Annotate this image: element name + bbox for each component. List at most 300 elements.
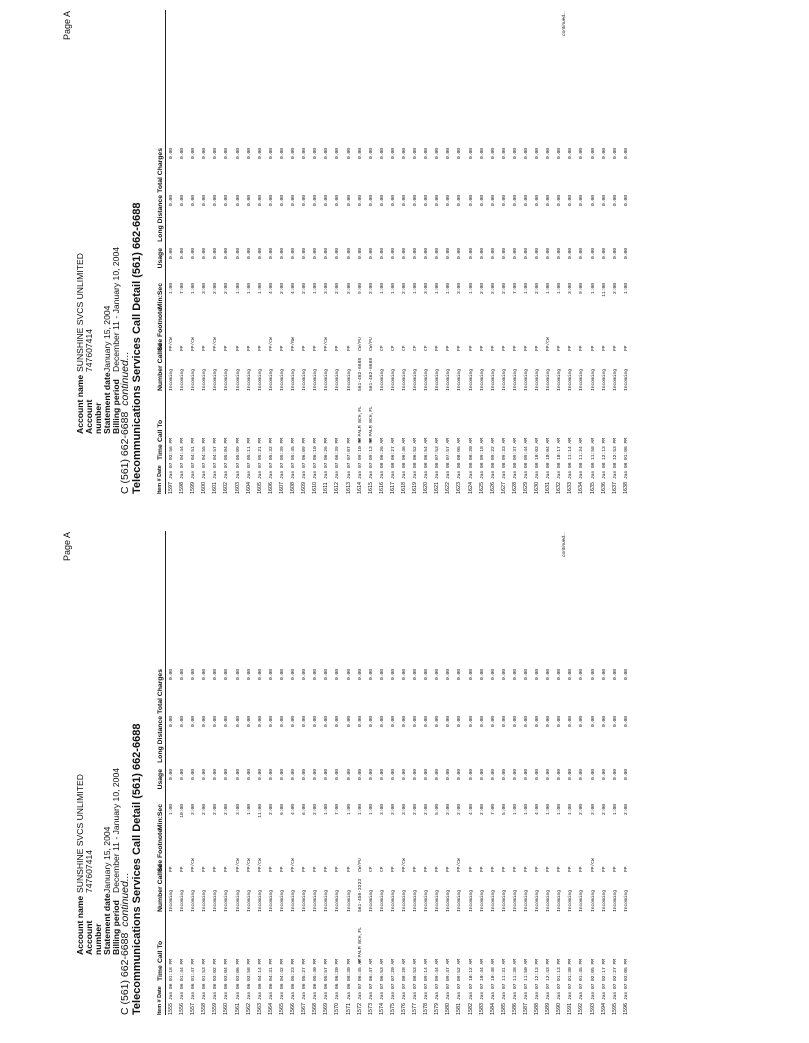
number-called: Incoming <box>235 368 241 391</box>
total-charges: 0.00 <box>535 669 541 681</box>
table-row <box>377 10 388 494</box>
min-sec: 2:00 <box>313 804 319 816</box>
number-called: Incoming <box>191 889 197 912</box>
continued-marker: continued... <box>119 351 131 406</box>
call-date: Jan 07 <box>357 462 363 479</box>
min-sec: 1:00 <box>623 283 629 295</box>
call-time: 12:13 PM <box>535 958 541 981</box>
call-time: 05:45 PM <box>291 437 297 460</box>
total-charges: 0.00 <box>191 148 197 160</box>
item-number: 1575 <box>389 1003 396 1015</box>
usage: 0.00 <box>501 769 507 781</box>
total-charges: 0.00 <box>557 669 563 681</box>
footnote: PP <box>246 345 252 351</box>
account-name-label: Account name <box>75 374 85 434</box>
call-detail-table <box>148 10 632 494</box>
usage: 0.00 <box>468 248 474 260</box>
table-row <box>299 531 310 1015</box>
min-sec: 1:00 <box>246 804 252 816</box>
long-distance: 0.00 <box>235 716 241 728</box>
min-sec: 1:00 <box>313 283 319 295</box>
total-charges: 0.00 <box>291 148 297 160</box>
col-header-number-called: Number Called <box>157 864 164 912</box>
footnote: PP <box>535 866 541 872</box>
table-row <box>554 531 565 1015</box>
number-called: Incoming <box>202 889 208 912</box>
table-header <box>148 10 166 494</box>
item-number: 1626 <box>489 482 496 494</box>
min-sec: 4:00 <box>535 804 541 816</box>
footnote: PP <box>612 345 618 351</box>
min-sec: 2:00 <box>268 804 274 816</box>
item-number: 1559 <box>212 1003 219 1015</box>
usage: 0.00 <box>390 248 396 260</box>
item-number: 1600 <box>201 482 208 494</box>
call-date: Jan 07 <box>535 983 541 1000</box>
col-header-total-charges: Total Charges <box>157 148 164 193</box>
number-called: Incoming <box>291 368 297 391</box>
table-row <box>199 10 210 494</box>
item-number: 1567 <box>301 1003 308 1015</box>
item-number: 1625 <box>478 482 485 494</box>
call-time: 10:03 AM <box>535 437 541 460</box>
long-distance: 0.00 <box>257 716 263 728</box>
item-number: 1580 <box>445 1003 452 1015</box>
min-sec: 2:00 <box>279 283 285 295</box>
footnote: PP <box>435 345 441 351</box>
item-number: 1638 <box>622 482 629 494</box>
min-sec: 4:00 <box>468 804 474 816</box>
table-row <box>610 10 621 494</box>
usage: 0.00 <box>246 248 252 260</box>
statement-date-label: Statement date <box>102 372 112 434</box>
total-charges: 0.00 <box>246 148 252 160</box>
continued-footer: continued... <box>562 11 567 36</box>
long-distance: 0.00 <box>279 716 285 728</box>
item-number: 1583 <box>478 1003 485 1015</box>
item-number: 1610 <box>312 482 319 494</box>
call-time: 10:44 AM <box>479 958 485 981</box>
min-sec: 2:00 <box>479 283 485 295</box>
footnote: PP <box>324 866 330 872</box>
number-called: Incoming <box>601 368 607 391</box>
long-distance: 0.00 <box>213 716 219 728</box>
min-sec: 11:00 <box>257 804 263 818</box>
long-distance: 0.00 <box>180 195 186 207</box>
usage: 0.00 <box>357 248 363 260</box>
long-distance: 0.00 <box>357 195 363 207</box>
number-called: Incoming <box>390 889 396 912</box>
call-date: Jan 08 <box>623 462 629 479</box>
call-time: 05:21 PM <box>257 437 263 460</box>
call-date: Jan 08 <box>612 462 618 479</box>
account-name-value: SUNSHINE SVCS UNLIMITED <box>75 774 85 893</box>
total-charges: 0.00 <box>524 669 529 681</box>
min-sec: 1:00 <box>257 283 263 295</box>
usage: 0.00 <box>612 248 618 260</box>
footnote: PP/CW <box>291 858 297 872</box>
call-date: Jan 07 <box>368 462 374 479</box>
item-number: 1572 <box>356 1003 363 1015</box>
total-charges: 0.00 <box>180 148 186 160</box>
table-row <box>210 531 221 1015</box>
total-charges: 0.00 <box>224 148 230 160</box>
number-called: Incoming <box>590 889 596 912</box>
table-row <box>288 531 299 1015</box>
usage: 0.00 <box>257 248 263 260</box>
footnote: PP <box>490 866 496 872</box>
call-detail-title: Telecommunications Services Call Detail (561) 662-6688 <box>131 202 143 494</box>
min-sec: 2:00 <box>213 283 219 295</box>
item-number: 1605 <box>256 482 263 494</box>
usage: 0.00 <box>579 769 585 781</box>
table-row <box>443 10 454 494</box>
table-row <box>454 531 465 1015</box>
usage: 0.00 <box>623 248 629 260</box>
call-date: Jan 08 <box>601 462 607 479</box>
call-date: Jan 07 <box>612 983 618 1000</box>
table-row <box>588 10 599 494</box>
table-row <box>521 531 532 1015</box>
number-called: Incoming <box>601 889 607 912</box>
usage: 0.00 <box>313 248 319 260</box>
long-distance: 0.00 <box>557 195 563 207</box>
item-number: 1562 <box>245 1003 252 1015</box>
call-date: Jan 08 <box>579 462 585 479</box>
total-charges: 0.00 <box>335 669 341 681</box>
call-date: Jan 07 <box>457 983 463 1000</box>
call-date: Jan 08 <box>435 462 441 479</box>
item-number: 1602 <box>223 482 230 494</box>
number-called: 561-456-2223 <box>357 878 363 912</box>
call-time: 06:52 AM <box>413 437 419 460</box>
usage: 0.00 <box>279 769 285 781</box>
col-header-long-distance: Long Distance <box>157 195 164 242</box>
call-date: Jan 07 <box>524 983 529 1000</box>
item-number: 1599 <box>190 482 197 494</box>
table-row <box>255 531 266 1015</box>
number-called: Incoming <box>468 368 474 391</box>
call-date: Jan 07 <box>357 983 363 1000</box>
item-number: 1604 <box>245 482 252 494</box>
long-distance: 0.00 <box>557 716 563 728</box>
col-header-footnote: See Footnote <box>157 828 164 872</box>
long-distance: 0.00 <box>169 716 174 728</box>
number-called: Incoming <box>401 889 407 912</box>
number-called: Incoming <box>379 889 385 912</box>
number-called: Incoming <box>335 889 341 912</box>
number-called: Incoming <box>324 368 330 391</box>
call-time: 09:13 PM <box>368 437 374 460</box>
table-row <box>210 10 221 494</box>
call-detail-title: Telecommunications Services Call Detail (561) 662-6688 <box>131 723 143 1015</box>
footnote: PP <box>313 866 319 872</box>
min-sec: 7:00 <box>180 283 186 295</box>
item-number: 1570 <box>334 1003 341 1015</box>
number-called: Incoming <box>257 368 263 391</box>
long-distance: 0.00 <box>590 716 596 728</box>
number-called: Incoming <box>191 368 197 391</box>
total-charges: 0.00 <box>180 669 186 681</box>
item-number: 1563 <box>256 1003 263 1015</box>
footnote: PP <box>413 866 419 872</box>
call-date: Jan 07 <box>302 462 308 479</box>
footnote: PP <box>335 866 341 872</box>
usage: 0.00 <box>524 769 529 781</box>
usage: 0.00 <box>368 248 374 260</box>
long-distance: 0.00 <box>457 195 463 207</box>
number-called: Incoming <box>268 368 274 391</box>
call-date: Jan 07 <box>435 983 441 1000</box>
long-distance: 0.00 <box>346 716 352 728</box>
long-distance: 0.00 <box>479 195 485 207</box>
table-row <box>188 531 199 1015</box>
long-distance: 0.00 <box>390 195 396 207</box>
billing-period-value: December 11 - January 10, 2004 <box>111 768 121 893</box>
usage: 0.00 <box>435 248 441 260</box>
call-time: 06:47 AM <box>368 958 374 981</box>
call-date: Jan 07 <box>546 983 552 1000</box>
table-row <box>599 10 610 494</box>
call-time: 11:38 AM <box>512 958 518 981</box>
usage: 0.00 <box>568 248 574 260</box>
usage: 0.00 <box>401 248 407 260</box>
account-info-block <box>76 768 121 955</box>
min-sec: 9:00 <box>357 283 363 295</box>
long-distance: 0.00 <box>546 716 552 728</box>
total-charges: 0.00 <box>579 669 585 681</box>
total-charges: 0.00 <box>302 148 308 160</box>
min-sec: 1:00 <box>557 804 563 816</box>
call-to: W PALM BCH,FL <box>368 406 374 442</box>
call-time: 07:07 PM <box>346 437 352 460</box>
table-header <box>148 531 166 1015</box>
number-called: Incoming <box>413 368 419 391</box>
long-distance: 0.00 <box>413 716 419 728</box>
footnote: PP <box>435 866 441 872</box>
call-date: Jan 08 <box>568 462 574 479</box>
call-date: Jan 08 <box>424 462 430 479</box>
footnote: PP <box>490 345 496 351</box>
number-called: Incoming <box>390 368 396 391</box>
item-number: 1571 <box>345 1003 352 1015</box>
long-distance: 0.00 <box>302 195 308 207</box>
min-sec: 1:00 <box>235 283 241 295</box>
item-number: 1598 <box>179 482 186 494</box>
footnote: PP <box>468 866 474 872</box>
total-charges: 0.00 <box>235 148 241 160</box>
table-row <box>310 531 321 1015</box>
number-called: Incoming <box>346 368 352 391</box>
long-distance: 0.00 <box>335 195 341 207</box>
call-time: 04:44 PM <box>180 437 186 460</box>
item-number: 1585 <box>500 1003 507 1015</box>
call-date: Jan 06 <box>235 983 241 1000</box>
min-sec: 1:00 <box>390 283 396 295</box>
call-time: 10:04 AM <box>546 437 552 460</box>
footnote: PP/CW <box>324 337 330 351</box>
usage: 0.00 <box>169 248 174 260</box>
footnote: PP/CW <box>590 858 596 872</box>
min-sec: 2:00 <box>224 804 230 816</box>
item-number: 1591 <box>567 1003 574 1015</box>
table-row <box>199 531 210 1015</box>
billing-period-value: December 11 - January 10, 2004 <box>111 247 121 372</box>
call-time: 10:12 AM <box>468 958 474 981</box>
number-called: Incoming <box>213 368 219 391</box>
call-date: Jan 07 <box>213 462 219 479</box>
number-called: 561-462-6688 <box>368 357 374 391</box>
item-number: 1586 <box>511 1003 518 1015</box>
min-sec: 2:00 <box>202 804 208 816</box>
usage: 0.00 <box>579 248 585 260</box>
number-called: Incoming <box>268 889 274 912</box>
footnote: PP <box>579 866 585 872</box>
long-distance: 0.00 <box>401 195 407 207</box>
table-row <box>510 531 521 1015</box>
usage: 0.00 <box>413 769 419 781</box>
usage: 0.00 <box>413 248 419 260</box>
usage: 0.00 <box>446 248 452 260</box>
footnote: PP <box>346 345 352 351</box>
long-distance: 0.00 <box>612 195 618 207</box>
footnote: PP/CW <box>401 858 407 872</box>
call-date: Jan 06 <box>324 983 330 1000</box>
total-charges: 0.00 <box>601 669 607 681</box>
min-sec: 1:00 <box>435 283 441 295</box>
min-sec: 3:00 <box>401 804 407 816</box>
item-number: 1595 <box>611 1003 618 1015</box>
number-called: Incoming <box>579 889 585 912</box>
item-number: 1597 <box>168 482 174 494</box>
call-time: 04:57 PM <box>213 437 219 460</box>
col-header-time: Time <box>157 965 164 981</box>
long-distance: 0.00 <box>424 195 430 207</box>
call-date: Jan 07 <box>346 462 352 479</box>
usage: 0.00 <box>601 769 607 781</box>
call-date: Jan 07 <box>279 462 285 479</box>
usage: 0.00 <box>180 248 186 260</box>
number-called: Incoming <box>612 889 618 912</box>
call-time: 04:51 PM <box>191 437 197 460</box>
table-row <box>432 531 443 1015</box>
account-info-block <box>76 247 121 434</box>
call-time: 05:23 PM <box>291 958 297 981</box>
long-distance: 0.00 <box>257 195 263 207</box>
footnote: PP <box>501 345 507 351</box>
table-row <box>355 531 366 1015</box>
footnote: PP/CW <box>191 858 197 872</box>
number-called: Incoming <box>490 368 496 391</box>
total-charges: 0.00 <box>246 669 252 681</box>
long-distance: 0.00 <box>224 716 230 728</box>
item-number: 1614 <box>356 482 363 494</box>
footnote: PP/CW <box>457 858 463 872</box>
col-header-item-date: Item # Date <box>157 986 163 1015</box>
total-charges: 0.00 <box>457 669 463 681</box>
usage: 0.00 <box>546 248 552 260</box>
continued-footer: continued... <box>562 532 567 557</box>
min-sec: 2:00 <box>302 283 308 295</box>
number-called: Incoming <box>224 368 230 391</box>
long-distance: 0.00 <box>368 195 374 207</box>
item-number: 1620 <box>423 482 430 494</box>
table-row <box>221 531 232 1015</box>
table-row <box>288 10 299 494</box>
item-number: 1578 <box>423 1003 430 1015</box>
total-charges: 0.00 <box>413 148 419 160</box>
usage: 0.00 <box>546 769 552 781</box>
call-date: Jan 07 <box>235 462 241 479</box>
table-row <box>488 531 499 1015</box>
call-time: 06:53 AM <box>379 958 385 981</box>
footnote: PP <box>557 345 563 351</box>
table-row <box>266 10 277 494</box>
item-number: 1601 <box>212 482 219 494</box>
min-sec: 2:00 <box>479 804 485 816</box>
number-called: Incoming <box>368 889 374 912</box>
footnote: PP/CW <box>257 858 263 872</box>
footnote: CP <box>379 345 385 351</box>
usage: 0.00 <box>246 769 252 781</box>
total-charges: 0.00 <box>479 669 485 681</box>
call-date: Jan 07 <box>557 983 563 1000</box>
long-distance: 0.00 <box>169 195 174 207</box>
long-distance: 0.00 <box>191 195 197 207</box>
long-distance: 0.00 <box>346 195 352 207</box>
footnote: CP <box>368 866 374 872</box>
usage: 0.00 <box>424 248 430 260</box>
footnote: PP <box>446 866 452 872</box>
total-charges: 0.00 <box>169 148 174 160</box>
usage: 0.00 <box>279 248 285 260</box>
table-row <box>344 531 355 1015</box>
call-time: 03:05 PM <box>623 958 629 981</box>
item-number: 1616 <box>378 482 385 494</box>
call-time: 05:39 PM <box>279 437 285 460</box>
total-charges: 0.00 <box>590 669 596 681</box>
number-called: Incoming <box>169 889 174 912</box>
usage: 0.00 <box>501 248 507 260</box>
col-header-total-charges: Total Charges <box>157 669 164 714</box>
table-row <box>233 531 244 1015</box>
item-number: 1569 <box>323 1003 330 1015</box>
item-number: 1624 <box>467 482 474 494</box>
table-row <box>454 10 465 494</box>
long-distance: 0.00 <box>535 195 541 207</box>
min-sec: 11:00 <box>601 283 607 297</box>
usage: 0.00 <box>257 769 263 781</box>
number-called: Incoming <box>512 368 518 391</box>
table-row <box>610 531 621 1015</box>
table-body <box>166 10 632 494</box>
call-time: 02:17 PM <box>601 958 607 981</box>
min-sec: 2:00 <box>335 283 341 295</box>
item-number: 1577 <box>412 1003 419 1015</box>
long-distance: 0.00 <box>235 195 241 207</box>
number-called: Incoming <box>202 368 208 391</box>
total-charges: 0.00 <box>590 148 596 160</box>
usage: 0.00 <box>568 769 574 781</box>
footnote: PP <box>612 866 618 872</box>
min-sec: 1:00 <box>379 283 385 295</box>
item-number: 1596 <box>622 1003 629 1015</box>
footnote: CP <box>413 345 419 351</box>
min-sec: 1:00 <box>357 804 363 816</box>
usage: 0.00 <box>612 769 618 781</box>
usage: 0.00 <box>623 769 629 781</box>
call-time: 05:40 PM <box>313 958 319 981</box>
